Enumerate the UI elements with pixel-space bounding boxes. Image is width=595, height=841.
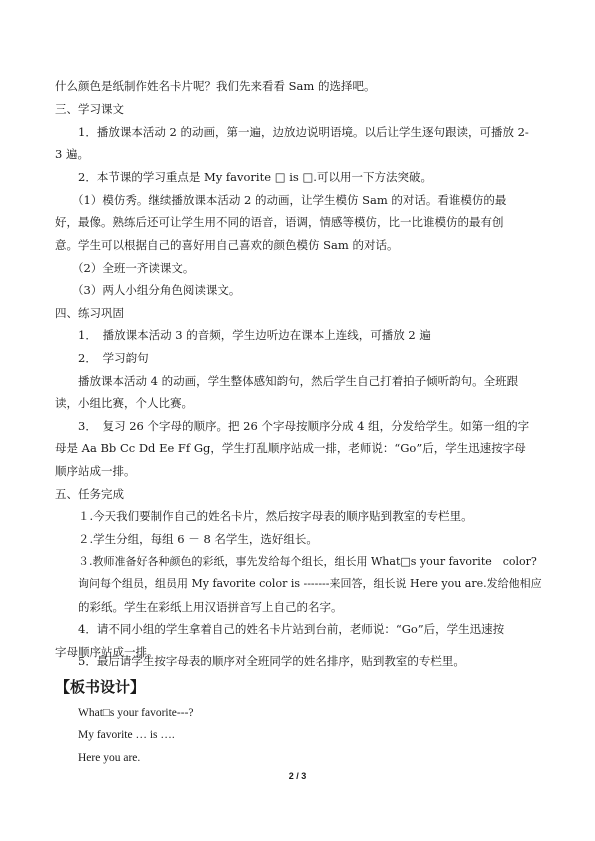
text-line: ２.学生分组，每组 6 － 8 名学生，选好组长。 [78, 532, 318, 546]
section-heading: 五、任务完成 [55, 487, 124, 501]
text-line: 询问每个组员，组员用 My favorite color is -------来回答，组长说 Here you are.发给他相应 [78, 577, 542, 590]
text-line: 1．播放课本活动 2 的动画，第一遍，边放边说明语境。以后让学生逐句跟读，可播放 2- [78, 125, 529, 139]
board-line: What□s your favorite---? [78, 707, 194, 719]
text-line: 字母顺序站成一排。 [55, 645, 159, 659]
text-line: 顺序站成一排。 [55, 464, 136, 478]
text-line: 1． 播放课本活动 3 的音频，学生边听边在课本上连线，可播放 2 遍 [78, 328, 431, 342]
text-line: 2． 学习韵句 [78, 351, 149, 365]
text-line: 3． 复习 26 个字母的顺序。把 26 个字母按顺序分成 4 组，分发给学生。如第一组的字 [78, 419, 530, 433]
text-line: （2）全班一齐读课文。 [72, 261, 195, 275]
text-line: 3 遍。 [55, 147, 89, 161]
board-line: My favorite … is …. [78, 729, 175, 741]
text-line: 读，小组比赛，个人比赛。 [55, 396, 193, 410]
text-line: 2．本节课的学习重点是 My favorite □ is □.可以用一下方法突破。 [78, 170, 432, 184]
text-line: 母是 Aa Bb Cc Dd Ee Ff Gg，学生打乱顺序站成一排，老师说：“Go”后，学生迅速按字母 [55, 441, 526, 455]
text-line: 什么颜色是纸制作姓名卡片呢？我们先来看看 Sam 的选择吧。 [55, 79, 376, 93]
board-line: Here you are. [78, 752, 141, 764]
text-line: 的彩纸。学生在彩纸上用汉语拼音写上自己的名字。 [78, 600, 343, 614]
text-line: 5．最后请学生按字母表的顺序对全班同学的姓名排序，贴到教室的专栏里。 [78, 654, 465, 668]
page-number: 2 / 3 [288, 771, 307, 781]
text-line: 播放课本活动 4 的动画，学生整体感知韵句，然后学生自己打着拍子倾听韵句。全班跟 [78, 374, 519, 388]
text-line: ３.教师准备好各种颜色的彩纸，事先发给每个组长，组长用 What□s your favorite color? [78, 555, 537, 568]
text-line: １.今天我们要制作自己的姓名卡片，然后按字母表的顺序贴到教室的专栏里。 [78, 509, 473, 523]
board-design-heading: 【板书设计】 [55, 678, 146, 696]
section-heading: 四、练习巩固 [55, 306, 124, 320]
text-line: 4．请不同小组的学生拿着自己的姓名卡片站到台前，老师说：“Go”后，学生迅速按 [78, 622, 505, 636]
text-line: （1）模仿秀。继续播放课本活动 2 的动画，让学生模仿 Sam 的对话。看谁模仿的最 [72, 193, 507, 207]
text-line: （3）两人小组分角色阅读课文。 [72, 283, 241, 297]
text-line: 意。学生可以根据自己的喜好用自己喜欢的颜色模仿 Sam 的对话。 [55, 238, 399, 252]
section-heading: 三、学习课文 [55, 102, 124, 116]
text-line: 好，最像。熟练后还可让学生用不同的语音，语调，情感等模仿，比一比谁模仿的最有创 [55, 215, 504, 229]
